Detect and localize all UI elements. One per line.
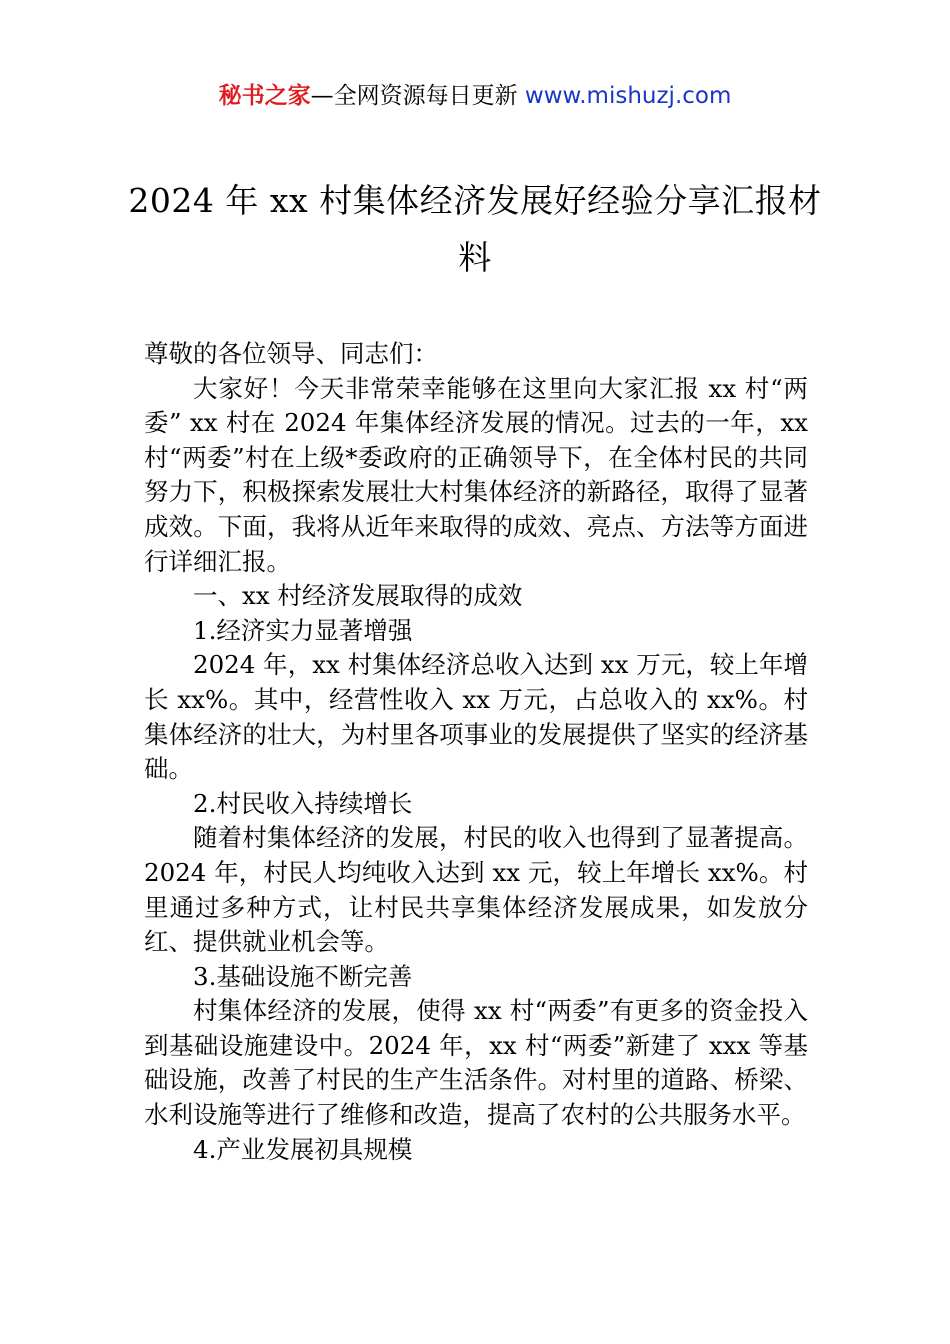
subheading-income: 2.村民收入持续增长 bbox=[193, 788, 413, 818]
paragraph-economy: 2024 年，xx 村集体经济总收入达到 xx 万元，较上年增长 xx%。其中，经营性收入 xx 万元，占总收入的 xx%。村集体经济的壮大，为村里各项事业的发展提供了坚实的经济基础。 bbox=[144, 650, 808, 784]
paragraph-infrastructure: 村集体经济的发展，使得 xx 村“两委”有更多的资金投入到基础设施建设中。2024 年，xx 村“两委”新建了 xxx 等基础设施，改善了村民的生产生活条件。对村里的道路、桥梁、水利设施等进行了维修和改造，提高了农村的公共服务水平。 bbox=[144, 996, 808, 1130]
brand-name: 秘书之家 bbox=[218, 83, 311, 109]
site-url-link[interactable]: www.mishuzj.com bbox=[524, 83, 732, 109]
subheading-industry: 4.产业发展初具规模 bbox=[193, 1134, 413, 1164]
section-heading-1: 一、xx 村经济发展取得的成效 bbox=[193, 581, 523, 611]
document-title: 2024 年 xx 村集体经济发展好经验分享汇报材料 bbox=[128, 181, 822, 277]
document-body bbox=[144, 337, 808, 1167]
header-tagline: —全网资源每日更新 bbox=[310, 83, 518, 109]
paragraph-intro: 大家好！今天非常荣幸能够在这里向大家汇报 xx 村“两委” xx 村在 2024 年集体经济发展的情况。过去的一年，xx 村“两委”村在上级*委政府的正确领导下，在全体村民的共同努力下，积极探索发展壮大村集体经济的新路径，取得了显著成效。下面，我将从近年来取得的成效、亮点、方法等方面进行详细汇报。 bbox=[144, 373, 808, 576]
salutation: 尊敬的各位领导、同志们： bbox=[144, 339, 438, 368]
subheading-economy: 1.经济实力显著增强 bbox=[193, 615, 413, 645]
site-header bbox=[0, 78, 950, 114]
paragraph-income: 随着村集体经济的发展，村民的收入也得到了显著提高。2024 年，村民人均纯收入达到 xx 元，较上年增长 xx%。村里通过多种方式，让村民共享集体经济发展成果，如发放分红、提供就业机会等。 bbox=[144, 823, 808, 957]
subheading-infrastructure: 3.基础设施不断完善 bbox=[193, 961, 413, 991]
